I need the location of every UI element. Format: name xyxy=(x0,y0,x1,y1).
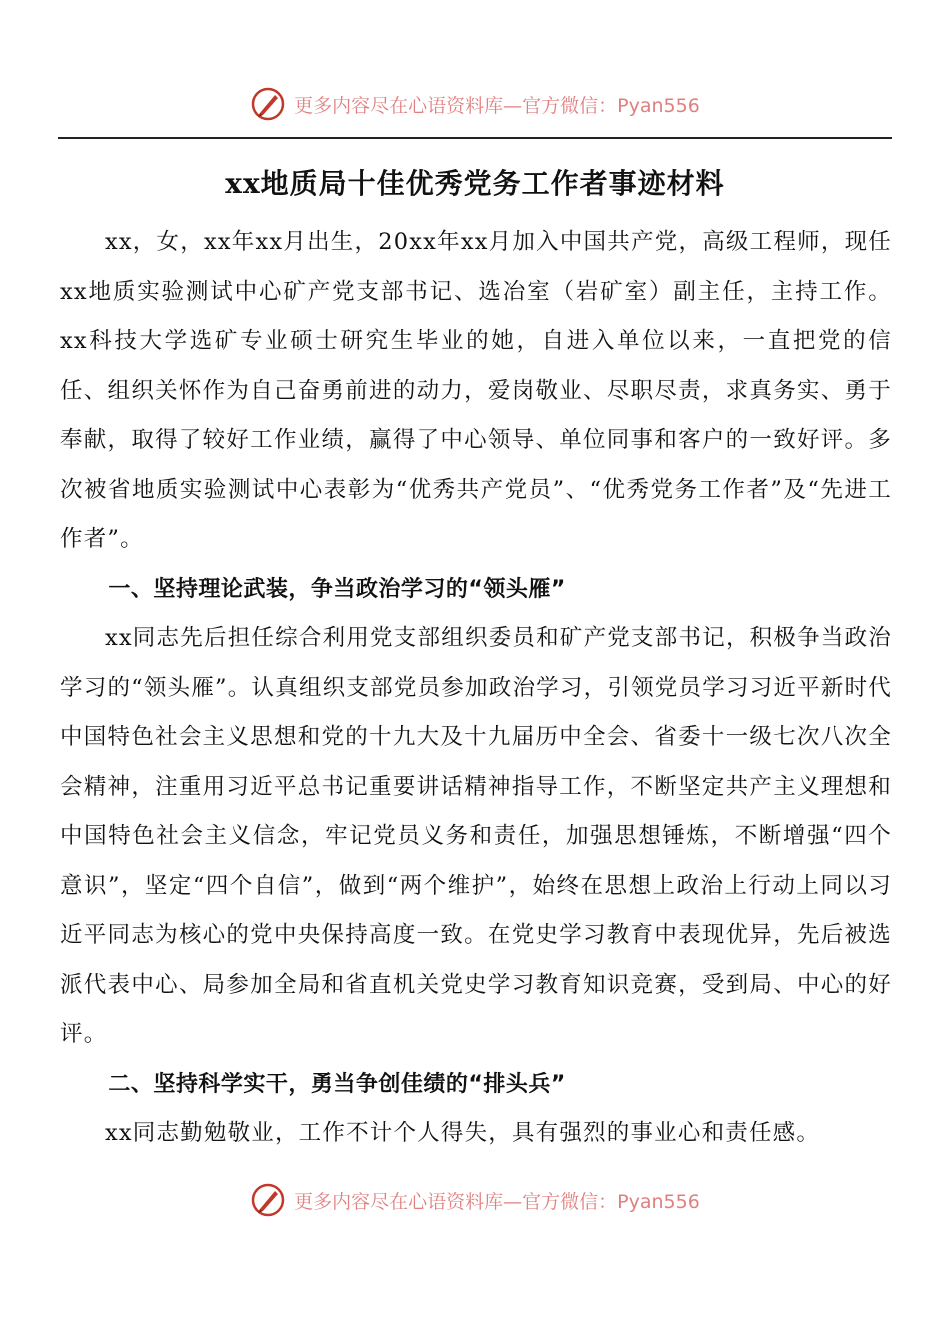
pen-logo-icon xyxy=(250,86,286,122)
section-1-heading: 一、坚持理论武装，争当政治学习的“领头雁” xyxy=(108,576,566,602)
watermark-text: 更多内容尽在心语资料库—官方微信：Pyan556 xyxy=(294,1190,700,1213)
section-1-paragraph: xx同志先后担任综合利用党支部组织委员和矿产党支部书记，积极争当政治学习的“领头雁”。认真组织支部党员参加政治学习，引领党员学习习近平新时代中国特色社会主义思想和党的十九大及十九届历中全会、省委十一级七次八次全会精神，注重用习近平总书记重要讲话精神指导工作，不断坚定共产主义理想和中国特色社会主义信念，牢记党员义务和责任，加强思想锤炼，不断增强“四个意识”，坚定“四个自信”，做到“两个维护”，始终在思想上政治上行动上同以习近平同志为核心的党中央保持高度一致。在党史学习教育中表现优异，先后被选派代表中心、局参加全局和省直机关党史学习教育知识竞赛，受到局、中心的好评。 xyxy=(60,625,892,1047)
document-body xyxy=(60,218,892,1159)
document-title: xx地质局十佳优秀党务工作者事迹材料 xyxy=(225,167,725,200)
intro-paragraph: xx，女，xx年xx月出生，20xx年xx月加入中国共产党，高级工程师，现任xx地质实验测试中心矿产党支部书记、选冶室（岩矿室）副主任，主持工作。xx科技大学选矿专业硕士研究生毕业的她，自进入单位以来，一直把党的信任、组织关怀作为自己奋勇前进的动力，爱岗敬业、尽职尽责，求真务实、勇于奉献，取得了较好工作业绩，赢得了中心领导、单位同事和客户的一致好评。多次被省地质实验测试中心表彰为“优秀共产党员”、“优秀党务工作者”及“先进工作者”。 xyxy=(60,229,892,552)
watermark-banner-bottom xyxy=(0,1180,950,1220)
watermark-text: 更多内容尽在心语资料库—官方微信：Pyan556 xyxy=(294,94,700,117)
section-2-paragraph: xx同志勤勉敬业，工作不计个人得失，具有强烈的事业心和责任感。 xyxy=(105,1120,821,1146)
pen-logo-icon xyxy=(250,1182,286,1218)
section-2-heading: 二、坚持科学实干，勇当争创佳绩的“排头兵” xyxy=(108,1071,566,1097)
header-divider xyxy=(58,137,892,139)
watermark-banner-top xyxy=(0,84,950,124)
